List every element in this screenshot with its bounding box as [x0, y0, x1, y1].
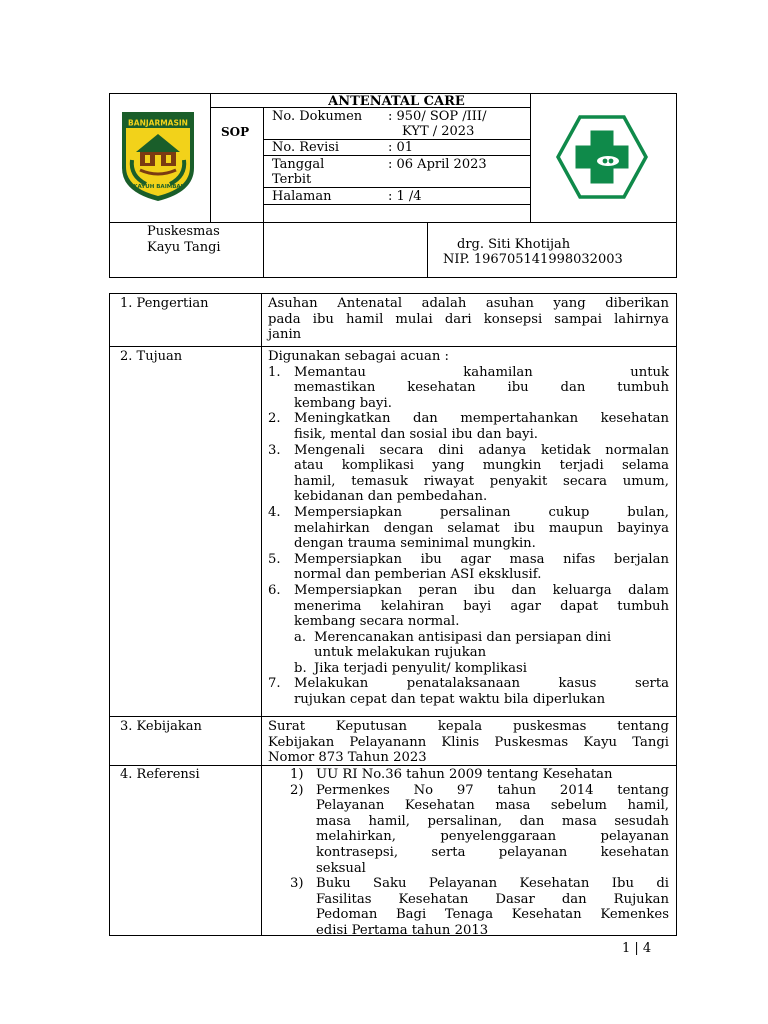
field-value-rev: : 01	[388, 140, 414, 155]
item-number: 1)	[290, 767, 304, 782]
kebijakan-text	[268, 719, 669, 766]
pengertian-text	[268, 296, 669, 343]
logo-text-bottom: KAYUH BAIMBAI	[133, 184, 183, 190]
field-label-date: Tanggal	[272, 157, 325, 172]
text-line: menerima kelahiran bayi agar dapat tumbuh	[294, 598, 669, 614]
list-item	[268, 552, 669, 583]
text-line: Pedoman Bagi Tenaga Kesehatan Kemenkes	[316, 907, 669, 923]
divider	[109, 716, 677, 717]
text-line: Meningkatkan dan mempertahankan kesehatan	[294, 411, 669, 427]
item-number: 4.	[268, 504, 281, 520]
list-item	[268, 365, 669, 412]
divider	[210, 93, 211, 222]
item-number: 1.	[268, 364, 281, 380]
item-number: 6.	[268, 582, 281, 598]
divider	[261, 293, 262, 936]
list-item	[268, 443, 669, 505]
text-line: Permenkes No 97 tahun 2014 tentang	[316, 782, 669, 798]
text-line: melahirkan dengan selamat ibu maupun bayinya	[294, 520, 669, 536]
field-label-page: Halaman	[272, 189, 332, 204]
text-line: memastikan kesehatan ibu dan tumbuh	[294, 380, 669, 396]
sop-label: SOP	[221, 125, 250, 139]
puskesmas-logo	[556, 115, 648, 199]
item-number: 3.	[268, 442, 281, 458]
text-line: pada ibu hamil mulai dari konsepsi sampai lahirnya	[268, 311, 669, 327]
divider	[109, 346, 677, 347]
text-line: kebidanan dan pembedahan.	[294, 489, 488, 505]
signer-name: drg. Siti Khotijah	[457, 237, 571, 252]
field-value-date: : 06 April 2023	[388, 157, 487, 172]
referensi-list	[290, 767, 669, 939]
text-line: Mengenali secara dini adanya ketidak normalan	[294, 442, 669, 458]
text-line: Buku Saku Pelayanan Kesehatan Ibu di	[316, 876, 669, 892]
text-line: Pelayanan Kesehatan masa sebelum hamil,	[316, 798, 669, 814]
item-number: 3)	[290, 876, 304, 892]
divider	[427, 222, 428, 278]
text-line: Mempersiapkan peran ibu dan keluarga dalam	[294, 582, 669, 598]
text-line: Nomor 873 Tahun 2023	[268, 750, 427, 766]
list-item	[268, 411, 669, 442]
tujuan-list	[268, 349, 669, 708]
text-line: untuk melakukan rujukan	[314, 645, 487, 661]
sub-list-item	[294, 661, 669, 677]
text-line: Fasilitas Kesehatan Dasar dan Rujukan	[316, 891, 669, 907]
field-value-doc-2: KYT / 2023	[402, 124, 475, 139]
section-label-referensi: 4. Referensi	[120, 767, 200, 782]
field-value-page: : 1 /4	[388, 189, 422, 204]
text-line: kembang bayi.	[294, 395, 392, 411]
field-label-date-2: Terbit	[272, 172, 312, 187]
text-line: Kebijakan Pelayanann Klinis Puskesmas Kayu Tangi	[268, 734, 669, 750]
text-line: Asuhan Antenatal adalah asuhan yang diberikan	[268, 296, 669, 311]
text-line: Memantau kahamilan untuk	[294, 364, 669, 380]
text-line: melahirkan, penyelenggaraan pelayanan	[316, 829, 669, 845]
banjarmasin-logo	[118, 108, 198, 204]
text-line: UU RI No.36 tahun 2009 tentang Kesehatan	[316, 767, 613, 782]
field-label-doc: No. Dokumen	[272, 109, 363, 124]
text-line: normal dan pemberian ASI eksklusif.	[294, 567, 542, 583]
item-number: 2.	[268, 411, 281, 427]
list-item	[290, 767, 669, 783]
divider	[263, 155, 530, 156]
list-item	[290, 876, 669, 938]
field-label-rev: No. Revisi	[272, 140, 340, 155]
text-line: seksual	[316, 860, 366, 876]
item-number: 5.	[268, 551, 281, 567]
text-line: Merencanakan antisipasi dan persiapan dini	[314, 629, 612, 645]
field-value-doc: : 950/ SOP /III/	[388, 109, 487, 124]
tujuan-intro: Digunakan sebagai acuan :	[268, 349, 449, 364]
item-number: 7.	[268, 676, 281, 692]
text-line: Mempersiapkan persalinan cukup bulan,	[294, 504, 669, 520]
text-line: Surat Keputusan kepala puskesmas tentang	[268, 719, 669, 734]
text-line: atau komplikasi yang mungkin terjadi selama	[294, 458, 669, 474]
divider	[530, 93, 531, 222]
list-item	[268, 583, 669, 677]
section-label-pengertian: 1. Pengertian	[120, 296, 209, 311]
text-line: edisi Pertama tahun 2013	[316, 922, 489, 938]
divider	[263, 204, 530, 205]
text-line: rujukan cepat dan tepat waktu bila diperlukan	[294, 692, 606, 708]
item-number: 2)	[290, 782, 304, 798]
divider	[263, 187, 530, 188]
logo-text-top: BANJARMASIN	[128, 118, 188, 128]
page-number: 1 | 4	[622, 941, 652, 956]
text-line: kontrasepsi, serta pelayanan kesehatan	[316, 844, 669, 860]
text-line: kembang secara normal.	[294, 614, 460, 630]
text-line: hamil, temasuk riwayat penyakit secara umum,	[294, 473, 669, 489]
text-line: dengan trauma seminimal mungkin.	[294, 536, 536, 552]
text-line: Jika terjadi penyulit/ komplikasi	[314, 660, 527, 676]
section-label-kebijakan: 3. Kebijakan	[120, 719, 202, 734]
item-letter: b.	[294, 660, 307, 676]
text-line: masa hamil, persalinan, dan masa sesudah	[316, 813, 669, 829]
text-line: janin	[268, 327, 302, 343]
list-item	[268, 505, 669, 552]
sub-list-item	[294, 630, 669, 661]
signer-nip: NIP. 196705141998032003	[443, 252, 623, 267]
list-item	[268, 676, 669, 707]
text-line: Melakukan penatalaksanaan kasus serta	[294, 676, 669, 692]
list-item	[290, 783, 669, 877]
text-line: fisik, mental dan sosial ibu dan bayi.	[294, 426, 538, 442]
text-line: Mempersiapkan ibu agar masa nifas berjalan	[294, 551, 669, 567]
divider	[109, 222, 677, 223]
divider	[263, 222, 264, 278]
org-name-1: Puskesmas	[147, 224, 220, 239]
org-name-2: Kayu Tangi	[147, 240, 221, 255]
item-letter: a.	[294, 629, 307, 645]
section-label-tujuan: 2. Tujuan	[120, 349, 183, 364]
page-title: ANTENATAL CARE	[328, 94, 465, 109]
